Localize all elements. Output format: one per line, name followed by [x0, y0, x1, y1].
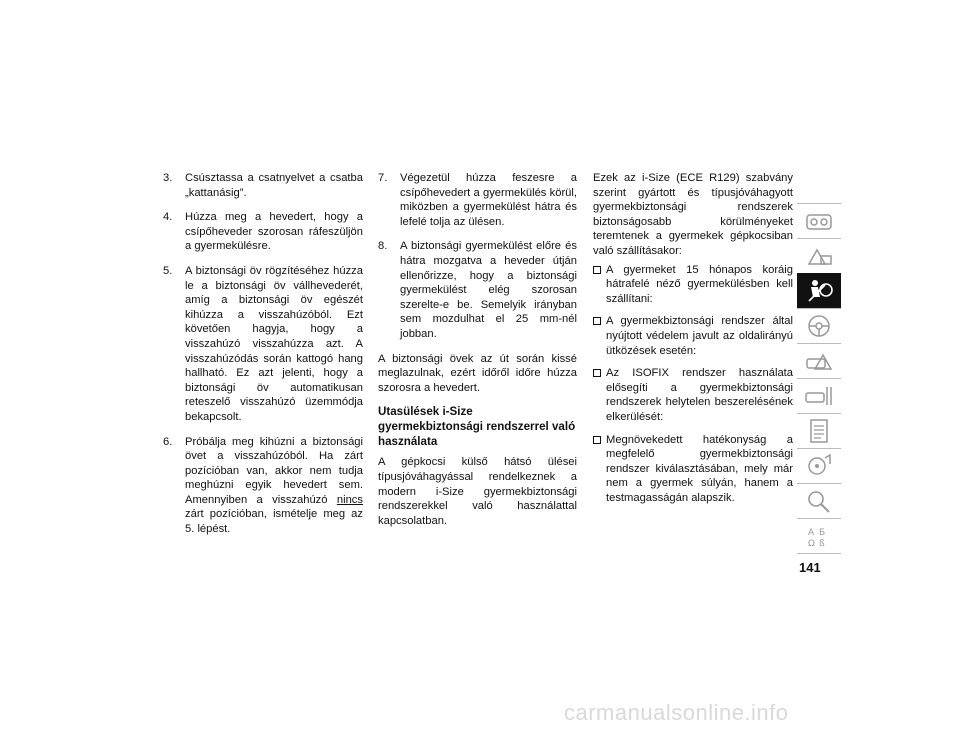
step-6: [163, 435, 363, 537]
checkbox-bullet-icon: [593, 317, 601, 325]
page-number: 141: [799, 560, 821, 575]
step-4: [163, 210, 363, 254]
bullet-text: A gyermekbiztonsági rendszer által nyújtott védelem javult az oldalirányú ütközések esetén:: [606, 315, 793, 357]
bullet-item: [593, 314, 793, 358]
intro-paragraph: Ezek az i-Size (ECE R129) szabvány szerint gyártott és típusjóváhagyott gyermekbiztonsági rendszerek biztonságosabb körülményeket teremtenek a gyermekek gépkocsiban való szállításakor:: [593, 172, 793, 257]
tab-dashboard[interactable]: [797, 203, 841, 238]
step-text: Végezetül húzza feszesre a csípőhevedert a gyermekülés körül, miközben a gyermekülést hátra és lefelé tolja az ülésen.: [400, 172, 577, 228]
chapter-sidebar: [797, 203, 841, 554]
bullet-item: [593, 366, 793, 424]
step-text: Csúsztassa a csatnyelvet a csatba „kattanásig”.: [185, 172, 363, 199]
step-number: 5.: [163, 264, 173, 277]
column-right: [593, 171, 793, 513]
bullet-text: Az ISOFIX rendszer használata elősegíti a gyermekbiztonsági rendszerek helytelen beszerelésének elkerülését:: [606, 367, 793, 423]
tab-servicing[interactable]: [797, 378, 841, 413]
tab-languages[interactable]: [797, 518, 841, 554]
step-text: A biztonsági öv rögzítéséhez húzza le a biztonsági öv vállhevederét, amíg a biztonsági öv egészét kihúzza a visszahúzóból. Ezt követően hagyja, hogy a visszahúzó visszahúzza azt. A visszahúzódás során kattogó hang hallható. Ez azt jelenti, hogy a biztonsági öv automatikusan reteszelő visszahúzó üzemmódja bekapcsolt.: [185, 264, 363, 423]
checkbox-bullet-icon: [593, 369, 601, 377]
tab-multimedia[interactable]: [797, 448, 841, 483]
bullet-item: [593, 433, 793, 506]
airbag-safety-icon: [803, 277, 835, 305]
step-number: 6.: [163, 435, 173, 448]
step-number: 7.: [378, 172, 388, 184]
step-5: [163, 264, 363, 425]
column-middle: [378, 171, 577, 537]
tab-safety[interactable]: [797, 273, 841, 308]
warning-lights-message-icon: [803, 242, 835, 270]
svg-text:Б: Б: [819, 528, 826, 538]
step-number: 8.: [378, 240, 388, 253]
search-index-icon: [803, 487, 835, 515]
step-text: Húzza meg a hevedert, hogy a csípőheveder szorosan ráfeszüljön a gyermekülésre.: [185, 211, 363, 253]
watermark: carmanualsonline.info: [564, 700, 789, 725]
checkbox-bullet-icon: [593, 266, 601, 274]
roadside-emergency-icon: [803, 347, 835, 375]
step-8: [378, 239, 577, 341]
bullet-text: A gyermeket 15 hónapos koráig hátrafelé néző gyermekülésben kell szállítani:: [606, 263, 793, 305]
paragraph: A biztonsági övek az út során kissé meglazulnak, ezért időről időre húzza szorosra a hevedert.: [378, 352, 577, 394]
step-number: 4.: [163, 211, 173, 224]
step-number: 3.: [163, 172, 173, 184]
svg-text:Ω: Ω: [808, 539, 815, 549]
column-left: [163, 171, 363, 547]
checkbox-bullet-icon: [593, 436, 601, 444]
tab-starting-operating[interactable]: [797, 308, 841, 343]
step-text: Próbálja meg kihúzni a biztonsági övet a visszahúzóból. Ha zárt pozícióban van, akkor nem tudja meghúzni egyik hevedert sem. Amennyiben a visszahúzó: [185, 435, 363, 506]
step-7: [378, 171, 577, 229]
paragraph: A gépkocsi külső hátsó ülései típusjóváhagyással rendelkeznek a modern i-Size gyermekbiztonsági rendszerekkel való használattal kapcsolatban.: [378, 456, 577, 527]
steering-wheel-icon: [803, 312, 835, 340]
step-text-end: zárt pozícióban, ismételje meg az 5. lépést.: [185, 508, 363, 536]
languages-icon: [803, 522, 835, 550]
step-3: [163, 171, 363, 200]
step-text: A biztonsági gyermekülést előre és hátra mozgatva a heveder útján ellenőrizze, hogy a biztonsági gyermekülést elég szorosan szerelte-e be. Semelyik irányban sem mozdulhat el 25 mm-nél jobban.: [400, 240, 577, 340]
tab-emergency[interactable]: [797, 343, 841, 378]
car-service-tools-icon: [803, 382, 835, 410]
svg-text:A: A: [808, 528, 815, 538]
bullet-item: [593, 263, 793, 307]
multimedia-icon: [803, 452, 835, 480]
tab-warning-lights[interactable]: [797, 238, 841, 273]
bullet-text: Megnövekedett hatékonyság a megfelelő gyermekbiztonsági rendszer kiválasztásában, mely már nem a gyermek súlyán, hanem a testmagasságán alapszik.: [606, 433, 793, 504]
underlined-word: nincs: [336, 493, 363, 506]
tab-specifications[interactable]: [797, 413, 841, 448]
svg-text:ß: ß: [819, 539, 825, 549]
car-dashboard-icon: [803, 207, 835, 235]
section-heading: Utasülések i-Size gyermekbiztonsági rendszerrel való használata: [378, 405, 576, 449]
tab-index[interactable]: [797, 483, 841, 518]
specifications-list-icon: [803, 417, 835, 445]
